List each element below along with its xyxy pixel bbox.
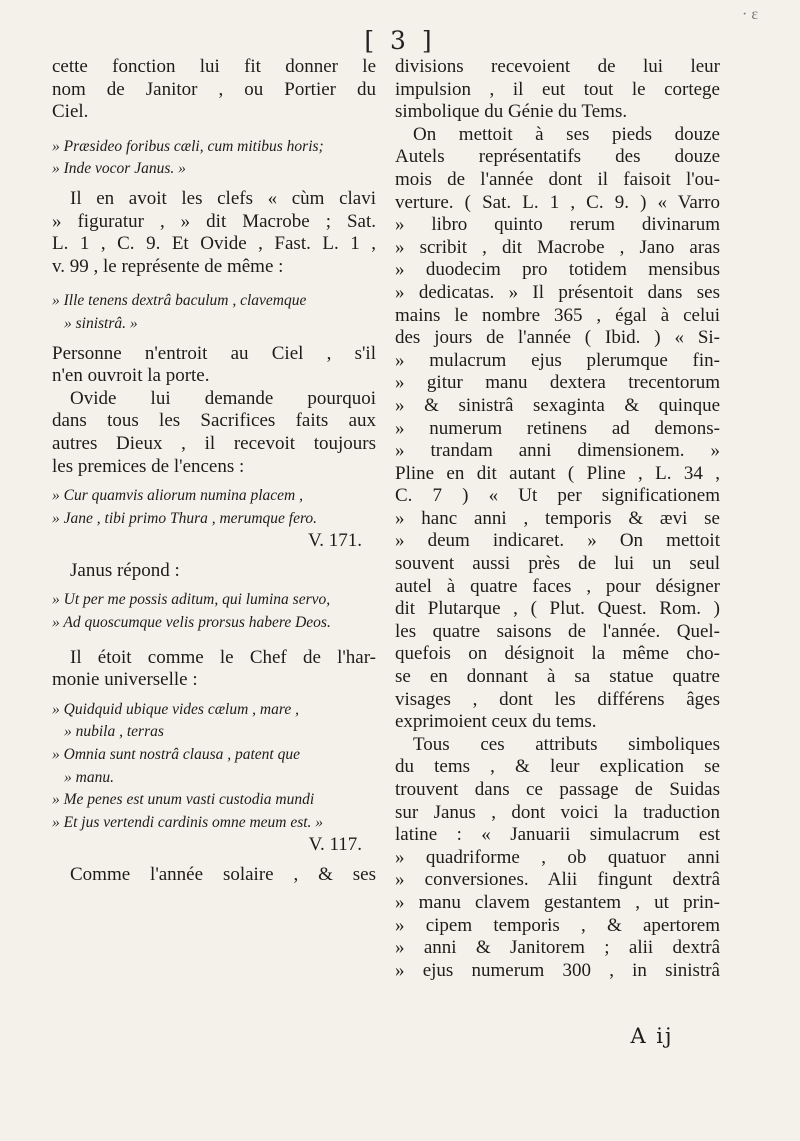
- corner-marks: · ɛ: [742, 6, 759, 23]
- text-line: des jours de l'année ( Ibid. ) « Si-: [395, 327, 720, 349]
- text-line: se en donnant à sa statue quatre: [395, 666, 720, 688]
- text-line: dans tous les Sacrifices faits aux: [52, 410, 376, 432]
- latin-quote-line: » Ille tenens dextrâ baculum , clavemque: [52, 292, 307, 310]
- text-line: sur Janus , dont voici la traduction: [395, 801, 720, 823]
- text-line: Ciel.: [52, 101, 89, 123]
- text-line: mois de l'année dont il faisoit l'ou-: [395, 168, 720, 190]
- text-line: » hanc anni , temporis & ævi se: [395, 507, 720, 529]
- page-number: [ 3 ]: [364, 26, 436, 55]
- text-line: Personne n'entroit au Ciel , s'il: [52, 342, 376, 364]
- text-line: divisions recevoient de lui leur: [395, 56, 720, 77]
- text-line: les quatre saisons de l'année. Quel-: [395, 620, 720, 642]
- text-line: visages , dont les différens âges: [395, 688, 720, 710]
- right-column: [395, 56, 720, 982]
- text-line: les premices de l'encens :: [52, 455, 245, 477]
- text-line: Autels représentatifs des douze: [395, 146, 720, 168]
- text-line: » figuratur , » dit Macrobe ; Sat.: [52, 210, 376, 232]
- text-line: latine : « Januarii simulacrum est: [395, 824, 720, 846]
- text-line: » anni & Janitorem ; alii dextrâ: [395, 937, 720, 959]
- latin-quote-line: » Omnia sunt nostrâ clausa , patent que: [52, 746, 300, 764]
- text-line: » manu clavem gestantem , ut prin-: [395, 891, 720, 913]
- text-line: autres Dieux , il recevoit toujours: [52, 432, 376, 454]
- text-line: » deum indicaret. » On mettoit: [395, 530, 720, 552]
- text-line: » cipem temporis , & apertorem: [395, 914, 720, 936]
- text-line: du tems , & leur explication se: [395, 756, 720, 778]
- text-line: verture. ( Sat. L. 1 , C. 9. ) « Varro: [395, 191, 720, 213]
- text-line: » quadriforme , ob quatuor anni: [395, 846, 720, 868]
- text-line: » ejus numerum 300 , in sinistrâ: [395, 959, 720, 981]
- text-line: » dedicatas. » Il présentoit dans ses: [395, 281, 720, 303]
- text-line: Ovide lui demande pourquoi: [70, 387, 376, 409]
- text-line: » duodecim pro totidem mensibus: [395, 259, 720, 281]
- latin-quote-line: » Me penes est unum vasti custodia mundi: [52, 791, 315, 809]
- text-line: quefois on désignoit la même cho-: [395, 643, 720, 665]
- verse-reference: V. 171.: [307, 530, 362, 552]
- text-line: v. 99 , le représente de même :: [52, 255, 284, 277]
- text-line: » conversiones. Alii fingunt dextrâ: [395, 869, 720, 891]
- text-line: trouvent dans ce passage de Suidas: [395, 779, 720, 800]
- text-line: Comme l'année solaire , & ses: [70, 864, 376, 885]
- text-line: » mulacrum ejus plerumque fin-: [395, 349, 720, 371]
- text-line: impulsion , il eut tout le cortege: [395, 78, 720, 100]
- text-line: L. 1 , C. 9. Et Ovide , Fast. L. 1 ,: [52, 233, 376, 255]
- text-line: Il en avoit les clefs « cùm clavi: [70, 187, 376, 209]
- latin-quote-line: » Quidquid ubique vides cælum , mare ,: [52, 700, 299, 718]
- text-line: autel à quatre faces , pour désigner: [395, 575, 720, 597]
- text-line: exprimoient ceux du tems.: [395, 711, 597, 733]
- text-line: » trandam anni dimensionem. »: [395, 440, 720, 462]
- text-line: souvent aussi près de lui un seul: [395, 553, 720, 575]
- text-line: dit Plutarque , ( Plut. Quest. Rom. ): [395, 598, 720, 620]
- text-line: monie universelle :: [52, 669, 198, 691]
- latin-quote-line: » Ad quoscumque velis prorsus habere Deos.: [52, 614, 331, 632]
- latin-quote-line: » Cur quamvis aliorum numina placem ,: [52, 487, 304, 505]
- text-line: Pline en dit autant ( Pline , L. 34 ,: [395, 462, 720, 484]
- text-line: simbolique du Génie du Tems.: [395, 101, 628, 123]
- latin-quote-line: » Et jus vertendi cardinis omne meum est. »: [52, 813, 324, 831]
- left-column: [52, 56, 376, 887]
- latin-quote-line: » nubila , terras: [64, 723, 164, 741]
- text-line: cette fonction lui fit donner le: [52, 56, 376, 77]
- latin-quote-line: » Ut per me possis aditum, qui lumina servo,: [52, 591, 331, 609]
- text-line: » scribit , dit Macrobe , Jano aras: [395, 236, 720, 258]
- text-line: » & sinistrâ sexaginta & quinque: [395, 394, 720, 416]
- text-line: Tous ces attributs simboliques: [413, 733, 720, 755]
- text-line: Il étoit comme le Chef de l'har-: [70, 646, 376, 668]
- latin-quote-line: » Præsideo foribus cæli, cum mitibus horis;: [52, 137, 324, 155]
- text-line: nom de Janitor , ou Portier du: [52, 78, 376, 100]
- text-line: » gitur manu dextera trecentorum: [395, 372, 720, 394]
- text-line: Janus répond :: [70, 559, 180, 581]
- text-line: » numerum retinens ad demons-: [395, 417, 720, 439]
- text-line: » libro quinto rerum divinarum: [395, 214, 720, 236]
- latin-quote-line: » sinistrâ. »: [64, 314, 138, 332]
- signature-mark: A ij: [630, 1024, 674, 1048]
- latin-quote-line: » Jane , tibi primo Thura , merumque fero.: [52, 509, 318, 527]
- text-line: n'en ouvroit la porte.: [52, 365, 210, 387]
- text-line: mains le nombre 365 , égal à celui: [395, 304, 720, 326]
- latin-quote-line: » Inde vocor Janus. »: [52, 160, 186, 178]
- latin-quote-line: » manu.: [64, 768, 114, 786]
- verse-reference: V. 117.: [308, 834, 362, 856]
- text-line: C. 7 ) « Ut per significationem: [395, 485, 720, 507]
- text-line: On mettoit à ses pieds douze: [413, 123, 720, 145]
